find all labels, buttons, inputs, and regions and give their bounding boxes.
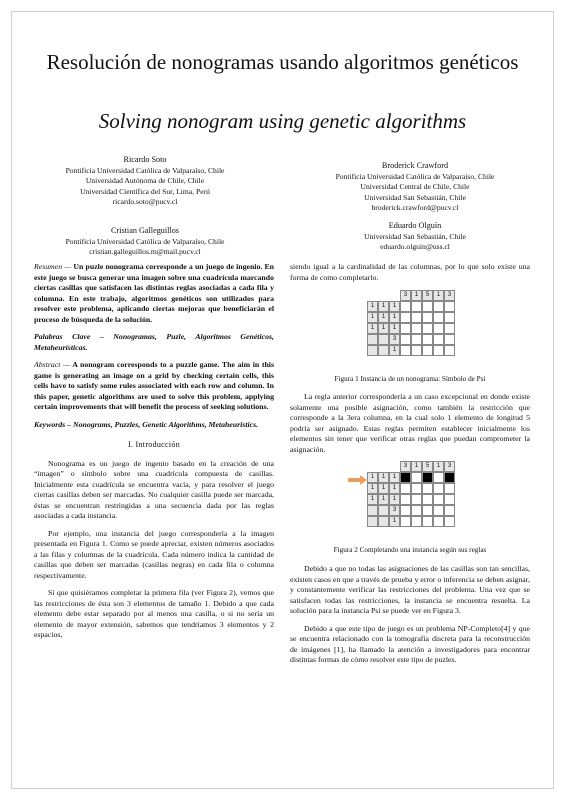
- grid-cell: [444, 345, 455, 356]
- row-clue: 1: [367, 494, 378, 505]
- grid-cell: [444, 494, 455, 505]
- row-clue: 1: [389, 312, 400, 323]
- grid-cell: [433, 516, 444, 527]
- keywords: Keywords – Nonograms, Puzzles, Genetic Algorithms, Metaheuristics.: [34, 419, 259, 429]
- grid-cell: [411, 345, 422, 356]
- author-email: cristian.galleguillos.m@mail.pucv.cl: [89, 247, 201, 256]
- row-clue: 3: [389, 334, 400, 345]
- grid-cell: [422, 323, 433, 334]
- row-clue: 1: [378, 494, 389, 505]
- author-line: Pontificia Universidad Católica de Valparaíso, Chile: [65, 165, 225, 175]
- row-clue: 1: [389, 516, 400, 527]
- author-line: Pontificia Universidad Católica de Valparaíso, Chile: [335, 171, 495, 181]
- grid-cell: [422, 472, 433, 483]
- left-column: [34, 262, 274, 648]
- author-email: eduardo.olguin@uss.cl: [380, 242, 450, 251]
- right-column-bottom: [290, 564, 530, 673]
- row-clue: 1: [389, 472, 400, 483]
- author-line: Universidad Científica del Sur, Lima, Perú: [80, 186, 210, 196]
- author-line: Pontificia Universidad Católica de Valparaíso, Chile: [65, 236, 225, 246]
- grid-cell: [411, 301, 422, 312]
- grid-cell: [433, 494, 444, 505]
- row-clue: [378, 334, 389, 345]
- grid-cell: [444, 483, 455, 494]
- grid-cell: [433, 505, 444, 516]
- column-clue: 3: [400, 290, 411, 301]
- row-clue: 1: [378, 472, 389, 483]
- grid-cell: [400, 494, 411, 505]
- column-clue: 3: [400, 461, 411, 472]
- figure-2-caption: Figura 2 Completando una instancia según sus reglas: [333, 546, 487, 554]
- paper-subtitle: Solving nonogram using genetic algorithms: [98, 109, 467, 133]
- resumen: Resumen — Un puzle nonograma corresponde a un juego de ingenio. En este juego se busca generar una imagen sobre una cuadrícula marcando ciertas casillas que satisfacen las distintas reglas asociadas a cada fila y columna. En este trabajo, algoritmos genéticos son utilizados para resolver este problema, aplicando ciertas mejoras que beneficiarán el proceso de búsqueda de la solución.: [34, 262, 275, 324]
- row-clue: 1: [378, 483, 389, 494]
- grid-cell: [433, 345, 444, 356]
- grid-cell: [444, 334, 455, 345]
- grid-cell: [411, 494, 422, 505]
- grid-cell: [411, 472, 422, 483]
- figure-1-caption: Figura 1 Instancia de un nonograma: Símbolo de Psi: [334, 375, 486, 383]
- grid-cell: [422, 505, 433, 516]
- grid-cell: [400, 345, 411, 356]
- arrow-head-icon: [360, 475, 367, 485]
- grid-cell: [444, 472, 455, 483]
- row-clue: [378, 516, 389, 527]
- author-line: Universidad San Sebastián, Chile: [364, 231, 466, 241]
- paragraph: Debido a que no todas las asignaciones de las casillas son tan sencillas, existen casos en que a través de prueba y error o inferencia se deben asignar, y constantemente verificar las restricciones del problema. Una vez que se satisfacen todas las restricciones, la instancia se encuentra resuelta. La solución para la instancia Psi se puede ver en Figura 3.: [290, 564, 530, 615]
- grid-cell: [433, 472, 444, 483]
- paragraph: Nonograma es un juego de ingenio basado en la creación de una “imagen” o símbolo sobre una cuadrícula compuesta de casillas. Inicialmente esta cuadrícula se encuentra vacía, y para resolver el juego ciertas casillas deben ser marcadas. No cualquier casilla puede ser marcada, éstas se encuentran restringidas a una secuencia dada por las reglas asociadas a cada instancia.: [34, 458, 274, 520]
- grid-cell: [444, 516, 455, 527]
- paragraph: Debido a que este tipo de juego es un problema NP-Completo[4] y que se encuentra relacionado con la tomografía discreta para la reconstrucción de imágenes [1], ha llamado la atención a investigadores para encontrar distintas formas de cómo resolver este tipo de puzles.: [290, 623, 530, 664]
- row-clue: [378, 345, 389, 356]
- grid-cell: [433, 334, 444, 345]
- row-clue: 1: [367, 323, 378, 334]
- palabras-clave: Palabras Clave – Nonogramas, Puzle, Algoritmos Genéticos, Metaheurísticas.: [34, 332, 274, 352]
- row-clue: [367, 516, 378, 527]
- row-clue: 1: [389, 345, 400, 356]
- grid-cell: [400, 483, 411, 494]
- paragraph: Por ejemplo, una instancia del juego correspondería a la imagen presentada en Figura 1. Como se puede apreciar, existen números asociados a las filas y columnas de la cuadrícula. Cada número indica la cantidad de casillas que deben ser marcadas (casillas negras) en cada fila o columna respectivamente.: [34, 528, 274, 580]
- row-clue: 1: [367, 301, 378, 312]
- author-block: [300, 221, 530, 253]
- grid-cell: [444, 505, 455, 516]
- grid-cell: [400, 516, 411, 527]
- author-line: Universidad Central de Chile, Chile: [360, 182, 470, 191]
- column-clue: 3: [444, 290, 455, 301]
- author-block: [300, 161, 530, 214]
- row-clue: 3: [389, 505, 400, 516]
- paper-title: Resolución de nonogramas usando algoritmos genéticos: [46, 50, 519, 74]
- grid-cell: [422, 494, 433, 505]
- grid-cell: [411, 312, 422, 323]
- author-email: ricardo.soto@pucv.cl: [112, 197, 178, 206]
- paragraph: Si que quisiéramos completar la primera fila (ver Figura 2), vemos que las restricciones de ésta son 3 elementos de tamaño 1. Debido a que cada elemento debe estar separado por al menos una casilla, o si no sería un elemento de mayor extensión, sabemos que tendríamos 3 elementos y 2 espacios,: [34, 588, 274, 639]
- row-clue: 1: [389, 494, 400, 505]
- grid-cell: [433, 323, 444, 334]
- column-clue: 1: [433, 290, 444, 301]
- column-clue: 5: [422, 461, 433, 472]
- author-line: Universidad San Sebastián, Chile: [364, 192, 466, 202]
- grid-cell: [433, 312, 444, 323]
- grid-cell: [444, 323, 455, 334]
- grid-cell: [411, 516, 422, 527]
- row-clue: 1: [367, 483, 378, 494]
- right-column-top: [290, 262, 530, 290]
- row-clue: [367, 345, 378, 356]
- row-clue: 1: [389, 483, 400, 494]
- paragraph: La regla anterior correspondería a un caso excepcional en donde existe solamente una posible asignación, como también la restricción que corresponde a la 3era columna, en la cual solo 1 elemento de longitud 5 podría ser asignado. Estas reglas permiten establecer inicialmente los elementos sin tener que verificar otras reglas que puedan comprometer la asignación.: [290, 392, 530, 454]
- row-clue: 1: [378, 312, 389, 323]
- right-column-mid: [290, 392, 530, 462]
- grid-cell: [411, 334, 422, 345]
- row-clue: [378, 505, 389, 516]
- row-clue: 1: [367, 472, 378, 483]
- author-line: Universidad Autónoma de Chile, Chile: [85, 176, 205, 185]
- row-clue: 1: [378, 301, 389, 312]
- grid-cell: [400, 334, 411, 345]
- row-clue: [367, 505, 378, 516]
- section-heading: I. Introducción: [127, 440, 181, 449]
- grid-cell: [444, 301, 455, 312]
- grid-cell: [422, 301, 433, 312]
- row-clue: 1: [389, 301, 400, 312]
- abstract: Abstract — A nonogram corresponds to a puzzle game. The aim in this game is generating an image on a grid by checking certain cells, this cells have to satisfy some rules associated with each row and column. In this paper, genetic algorithms are used to solve this problem, applying certain improvements that will benefit the process of seeking solutions.: [34, 360, 274, 411]
- column-clue: 3: [444, 461, 455, 472]
- author-name: Eduardo Olguín: [388, 221, 442, 230]
- grid-cell: [400, 312, 411, 323]
- grid-cell: [422, 483, 433, 494]
- grid-cell: [411, 505, 422, 516]
- paragraph: siendo igual a la cardinalidad de las columnas, por lo que solo existe una forma de como completarlo.: [290, 262, 530, 282]
- row-clue: 1: [389, 323, 400, 334]
- author-name: Ricardo Soto: [123, 155, 167, 164]
- author-block: [40, 155, 250, 208]
- grid-cell: [422, 334, 433, 345]
- grid-cell: [400, 472, 411, 483]
- row-clue: 1: [367, 312, 378, 323]
- grid-cell: [411, 323, 422, 334]
- row-clue: 1: [378, 323, 389, 334]
- grid-cell: [400, 505, 411, 516]
- column-clue: 1: [433, 461, 444, 472]
- author-block: [40, 226, 250, 258]
- grid-cell: [422, 516, 433, 527]
- grid-cell: [444, 312, 455, 323]
- grid-cell: [400, 323, 411, 334]
- grid-cell: [422, 312, 433, 323]
- grid-cell: [400, 301, 411, 312]
- grid-cell: [411, 483, 422, 494]
- column-clue: 5: [422, 290, 433, 301]
- row-clue: [367, 334, 378, 345]
- grid-cell: [433, 483, 444, 494]
- grid-cell: [433, 301, 444, 312]
- column-clue: 1: [411, 290, 422, 301]
- author-email: broderick.crawford@pucv.cl: [371, 203, 459, 212]
- grid-cell: [422, 345, 433, 356]
- column-clue: 1: [411, 461, 422, 472]
- author-name: Broderick Crawford: [381, 161, 449, 170]
- author-name: Cristian Galleguillos: [111, 226, 179, 235]
